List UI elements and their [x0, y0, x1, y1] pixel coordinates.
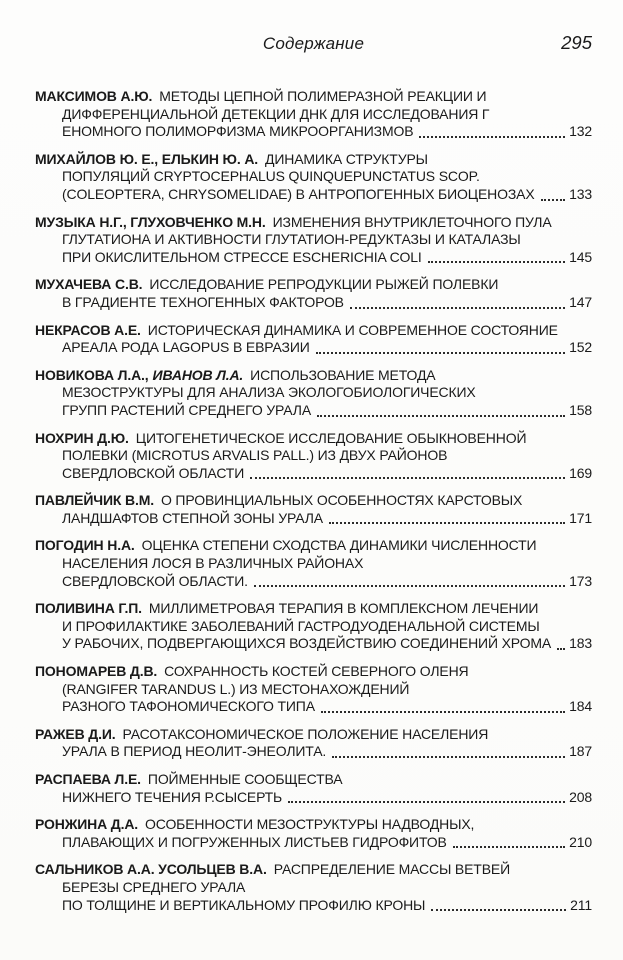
entry-title-text: ДИФФЕРЕНЦИАЛЬНОЙ ДЕТЕКЦИИ ДНК ДЛЯ ИССЛЕДОВАНИЯ Г — [62, 105, 490, 122]
dot-leader — [250, 477, 565, 479]
toc-entry — [35, 214, 592, 267]
entry-page-number: 211 — [570, 896, 592, 913]
toc-entry-line — [35, 771, 592, 789]
entry-title-text: СВЕРДЛОВСКОЙ ОБЛАСТИ. — [62, 572, 248, 589]
entry-authors: НОХРИН Д.Ю. — [35, 429, 129, 446]
dot-leader — [419, 136, 565, 138]
toc-entry-line — [35, 168, 592, 186]
entry-authors: МИХАЙЛОВ Ю. Е., ЕЛЬКИН Ю. А. — [35, 150, 259, 167]
toc-entry-line — [35, 123, 592, 141]
entry-title-text: ПО ТОЛЩИНЕ И ВЕРТИКАЛЬНОМУ ПРОФИЛЮ КРОНЫ — [62, 896, 426, 913]
entry-authors: ПОЛИВИНА Г.П. — [35, 600, 142, 617]
toc-entry-line — [35, 743, 592, 761]
entry-title-text: ОЦЕНКА СТЕПЕНИ СХОДСТВА ДИНАМИКИ ЧИСЛЕННОСТИ — [141, 537, 537, 554]
toc-entry-line — [35, 635, 592, 653]
toc-entry — [35, 663, 592, 716]
toc-entry-line — [35, 322, 592, 340]
entry-title-text: (COLEOPTERA, CHRYSOMELIDAE) В АНТРОПОГЕННЫХ БИОЦЕНОЗАХ — [62, 185, 535, 202]
entry-title-text: ПОПУЛЯЦИЙ CRYPTOCEPHALUS QUINQUEPUNCTATUS SCOP. — [62, 168, 480, 185]
toc-entry-line — [35, 492, 592, 510]
entry-authors: РОНЖИНА Д.А. — [35, 816, 139, 833]
entry-title-text: МЕЗОСТРУКТУРЫ ДЛЯ АНАЛИЗА ЭКОЛОГОБИОЛОГИЧЕСКИХ — [62, 384, 476, 401]
toc-entry-line — [35, 698, 592, 716]
toc-entry-line — [35, 897, 592, 915]
toc-entry-line — [35, 465, 592, 483]
entry-title-text: ЕНОМНОГО ПОЛИМОРФИЗМА МИКРООРГАНИЗМОВ — [62, 123, 414, 140]
entry-title-text: ИЗМЕНЕНИЯ ВНУТРИКЛЕТОЧНОГО ПУЛА — [272, 213, 552, 230]
entry-title-text: ИСТОРИЧЕСКАЯ ДИНАМИКА И СОВРЕМЕННОЕ СОСТОЯНИЕ — [147, 321, 558, 338]
entry-title-text: УРАЛА В ПЕРИОД НЕОЛИТ-ЭНЕОЛИТА. — [62, 743, 327, 760]
toc-entry — [35, 151, 592, 204]
dot-leader — [431, 909, 566, 911]
entry-page-number: 173 — [569, 572, 592, 589]
entry-authors: ПОНОМАРЕВ Д.В. — [35, 663, 158, 680]
toc-entry-line — [35, 402, 592, 420]
entry-page-number: 208 — [569, 788, 592, 805]
entry-title-text: И ПРОФИЛАКТИКЕ ЗАБОЛЕВАНИЙ ГАСТРОДУОДЕНАЛЬНОЙ СИСТЕМЫ — [62, 617, 540, 634]
entry-title-text: ИСПОЛЬЗОВАНИЕ МЕТОДА — [250, 366, 436, 383]
entry-page-number: 132 — [569, 123, 592, 140]
entry-authors: МАКСИМОВ А.Ю. — [35, 88, 153, 104]
entry-title-text: ПРИ ОКИСЛИТЕЛЬНОМ СТРЕССЕ ESCHERICHIA COLI — [62, 248, 422, 265]
dot-leader — [317, 415, 565, 417]
toc-entry — [35, 771, 592, 806]
entry-authors: ПОГОДИН Н.А. — [35, 537, 135, 554]
entry-title-text: (RANGIFER TARANDUS L.) ИЗ МЕСТОНАХОЖДЕНИЙ — [62, 680, 410, 697]
toc-entry-line — [35, 430, 592, 448]
toc-entry-line — [35, 537, 592, 555]
entry-title-text: РАСОТАКСОНОМИЧЕСКОЕ ПОЛОЖЕНИЕ НАСЕЛЕНИЯ — [122, 725, 489, 742]
toc-entry-line — [35, 447, 592, 465]
entry-title-text: МИЛЛИМЕТРОВАЯ ТЕРАПИЯ В КОМПЛЕКСНОМ ЛЕЧЕНИИ — [148, 600, 539, 617]
toc-entry-line — [35, 231, 592, 249]
toc-entry-line — [35, 106, 592, 124]
toc-entry-line — [35, 510, 592, 528]
toc-entry-line — [35, 276, 592, 294]
dot-leader — [428, 261, 565, 263]
toc-entry — [35, 600, 592, 653]
entry-page-number: 158 — [569, 401, 592, 418]
entry-authors: РАСПАЕВА Л.Е. — [35, 771, 141, 787]
entry-title-text: ОСОБЕННОСТИ МЕЗОСТРУКТУРЫ НАДВОДНЫХ, — [145, 816, 475, 833]
entry-title-text: ЦИТОГЕНЕТИЧЕСКОЕ ИССЛЕДОВАНИЕ ОБЫКНОВЕННОЙ — [135, 429, 527, 446]
entry-title-text: У РАБОЧИХ, ПОДВЕРГАЮЩИХСЯ ВОЗДЕЙСТВИЮ СОЕДИНЕНИЙ ХРОМА — [62, 635, 552, 652]
toc-entry-line — [35, 88, 592, 106]
entry-authors: НОВИКОВА Л.А., — [35, 366, 149, 383]
entry-page-number: 184 — [569, 698, 592, 715]
toc-entry-line — [35, 573, 592, 591]
entry-title-text: НИЖНЕГО ТЕЧЕНИЯ Р.СЫСЕРТЬ — [62, 788, 283, 805]
toc-entry-line — [35, 214, 592, 232]
dot-leader — [321, 711, 565, 713]
entry-title-text: ДИНАМИКА СТРУКТУРЫ — [265, 150, 428, 167]
toc-entry-line — [35, 186, 592, 204]
toc-entry-line — [35, 249, 592, 267]
entry-title-text: ПОЛЕВКИ (MICROTUS ARVALIS PALL.) ИЗ ДВУХ РАЙОНОВ — [62, 447, 448, 464]
page-header — [35, 34, 592, 55]
toc-entry-line — [35, 600, 592, 618]
toc-entry-line — [35, 681, 592, 699]
toc-entry-line — [35, 384, 592, 402]
entry-title-text: НАСЕЛЕНИЯ ЛОСЯ В РАЗЛИЧНЫХ РАЙОНАХ — [62, 555, 364, 572]
toc-entry — [35, 367, 592, 420]
dot-leader — [254, 585, 565, 587]
toc-entry — [35, 537, 592, 590]
toc-entry-line — [35, 339, 592, 357]
entry-authors: МУХАЧЕВА С.В. — [35, 276, 143, 293]
toc-entry — [35, 88, 592, 141]
dot-leader — [288, 801, 565, 803]
toc-entry-line — [35, 726, 592, 744]
page-number: 295 — [561, 32, 592, 53]
toc-entry-line — [35, 663, 592, 681]
toc-entry-line — [35, 294, 592, 312]
entry-title-text: В ГРАДИЕНТЕ ТЕХНОГЕННЫХ ФАКТОРОВ — [62, 293, 344, 310]
entry-title-text: ПОЙМЕННЫЕ СООБЩЕСТВА — [147, 771, 343, 787]
entry-authors: ПАВЛЕЙЧИК В.М. — [35, 492, 154, 509]
toc-entry-line — [35, 816, 592, 834]
entry-page-number: 133 — [569, 185, 592, 202]
entry-authors: НЕКРАСОВ А.Е. — [35, 321, 141, 338]
page-title: Содержание — [262, 34, 365, 53]
dot-leader — [350, 307, 565, 309]
entry-title-text: РАСПРЕДЕЛЕНИЕ МАССЫ ВЕТВЕЙ — [273, 861, 510, 878]
entry-title-text: О ПРОВИНЦИАЛЬНЫХ ОСОБЕННОСТЯХ КАРСТОВЫХ — [160, 492, 523, 509]
entry-title-text: АРЕАЛА РОДА LAGOPUS В ЕВРАЗИИ — [62, 339, 310, 356]
entry-page-number: 187 — [569, 743, 592, 760]
entry-title-text: ГЛУТАТИОНА И АКТИВНОСТИ ГЛУТАТИОН-РЕДУКТАЗЫ И КАТАЛАЗЫ — [62, 231, 521, 248]
entry-title-text: СОХРАННОСТЬ КОСТЕЙ СЕВЕРНОГО ОЛЕНЯ — [164, 663, 469, 680]
entry-title-text: СВЕРДЛОВСКОЙ ОБЛАСТИ — [62, 464, 245, 481]
toc-entry — [35, 322, 592, 357]
entry-title-text: ПЛАВАЮЩИХ И ПОГРУЖЕННЫХ ЛИСТЬЕВ ГИДРОФИТОВ — [62, 833, 447, 850]
toc-entry-line — [35, 367, 592, 385]
entry-title-text: ЛАНДШАФТОВ СТЕПНОЙ ЗОНЫ УРАЛА — [62, 509, 323, 526]
entry-title-text: РАЗНОГО ТАФОНОМИЧЕСКОГО ТИПА — [62, 698, 315, 715]
toc-entry — [35, 726, 592, 761]
toc-entry-line — [35, 618, 592, 636]
toc-entry — [35, 492, 592, 527]
entry-page-number: 210 — [569, 833, 592, 850]
entry-page-number: 145 — [569, 248, 592, 265]
entry-page-number: 169 — [569, 464, 592, 481]
toc-entry — [35, 816, 592, 851]
toc-entry-line — [35, 834, 592, 852]
entry-page-number: 183 — [569, 635, 593, 652]
entry-authors: МУЗЫКА Н.Г., ГЛУХОВЧЕНКО М.Н. — [35, 213, 266, 230]
toc-entry — [35, 430, 592, 483]
entry-title-text: ГРУПП РАСТЕНИЙ СРЕДНЕГО УРАЛА — [62, 401, 312, 418]
entry-authors: РАЖЕВ Д.И. — [35, 725, 116, 742]
entry-page-number: 147 — [569, 293, 592, 310]
entry-authors-italic: ИВАНОВ Л.А. — [152, 366, 244, 383]
dot-leader — [329, 522, 565, 524]
toc-entry — [35, 276, 592, 311]
toc-entry — [35, 861, 592, 914]
entry-authors: САЛЬНИКОВ А.А. УСОЛЬЦЕВ В.А. — [35, 861, 267, 878]
entry-title-text: ИССЛЕДОВАНИЕ РЕПРОДУКЦИИ РЫЖЕЙ ПОЛЕВКИ — [149, 276, 499, 293]
entry-title-text: БЕРЕЗЫ СРЕДНЕГО УРАЛА — [62, 878, 246, 895]
entry-title-text: МЕТОДЫ ЦЕПНОЙ ПОЛИМЕРАЗНОЙ РЕАКЦИИ И — [159, 88, 487, 104]
toc-entry-line — [35, 555, 592, 573]
toc-entry-line — [35, 789, 592, 807]
dot-leader — [541, 199, 566, 201]
entry-page-number: 152 — [569, 339, 592, 356]
dot-leader — [316, 352, 565, 354]
dot-leader — [557, 648, 565, 650]
dot-leader — [453, 846, 565, 848]
toc-entry-line — [35, 151, 592, 169]
entry-page-number: 171 — [569, 509, 592, 526]
toc-entry-line — [35, 879, 592, 897]
toc-list — [35, 88, 592, 914]
dot-leader — [332, 756, 565, 758]
toc-entry-line — [35, 861, 592, 879]
